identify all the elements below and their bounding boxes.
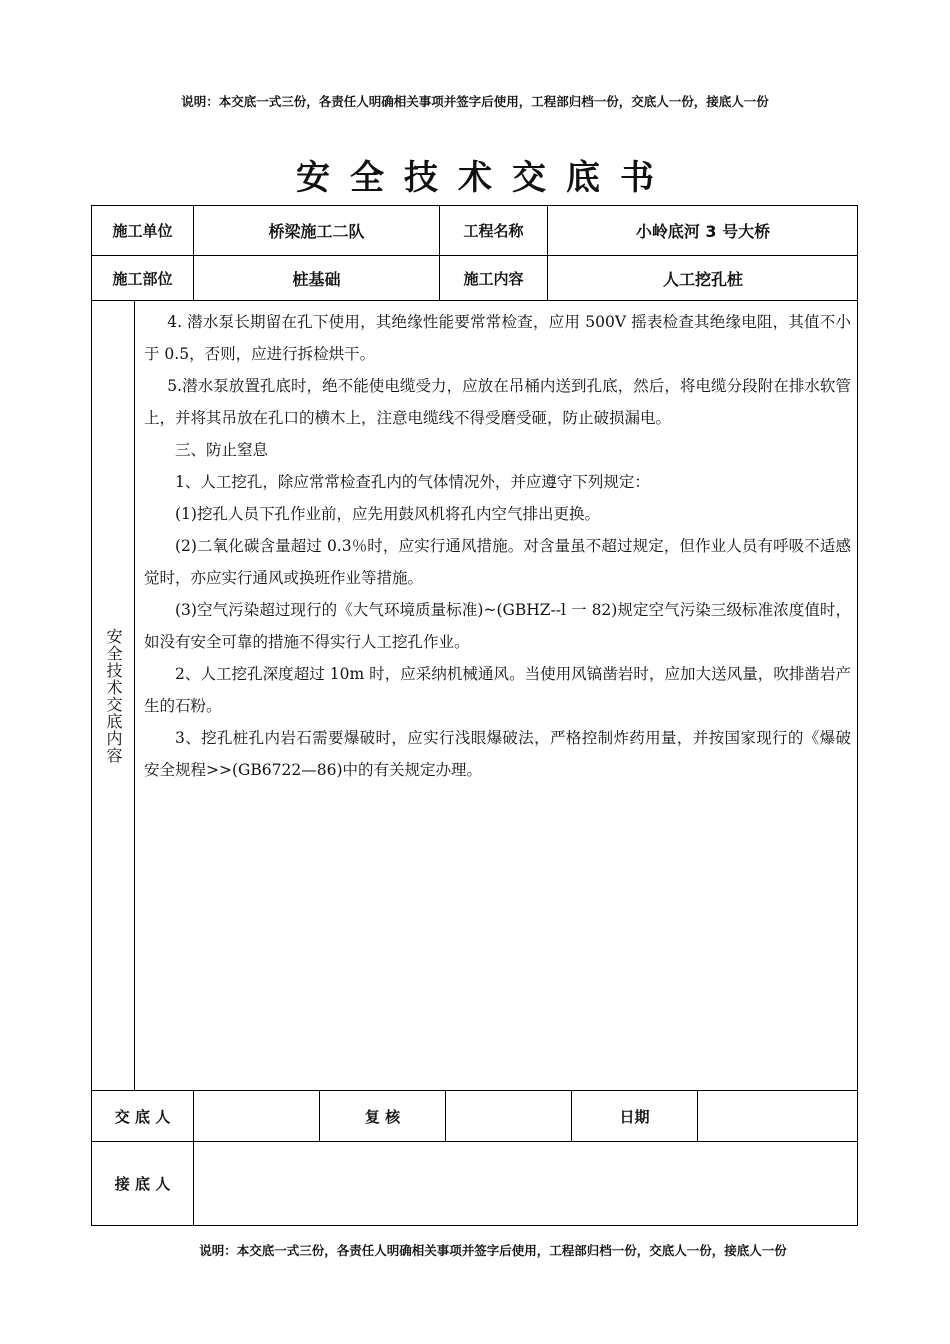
date-field[interactable]	[698, 1091, 857, 1141]
paragraph: 2、人工挖孔深度超过 10m 时，应采纳机械通风。当使用风镐凿岩时，应加大送风量，吹排凿岩产生的石粉。	[144, 665, 851, 715]
content-value: 人工挖孔桩	[662, 269, 743, 289]
disclosure-table	[91, 205, 858, 1226]
discloser-signature[interactable]	[194, 1091, 319, 1141]
bottom-note: 说明：本交底一式三份，各责任人明确相关事项并签字后使用，工程部归档一份，交底人一份，接底人一份	[199, 1243, 787, 1258]
disclosure-content	[144, 306, 851, 786]
receiver-label: 接 底 人	[114, 1175, 171, 1193]
review-label: 复 核	[364, 1107, 401, 1126]
paragraph: (1)挖孔人员下孔作业前，应先用鼓风机将孔内空气排出更换。	[175, 505, 600, 523]
paragraph: 1、人工挖孔，除应常常检查孔内的气体情况外，并应遵守下列规定：	[175, 473, 650, 491]
unit-label: 施工单位	[112, 222, 173, 240]
document-title: 安全技术交底书	[296, 158, 674, 198]
paragraph: (2)二氧化碳含量超过 0.3％时，应实行通风措施。对含量虽不超过规定，但作业人员有呼吸不适感觉时，亦应实行通风或换班作业等措施。	[144, 537, 851, 587]
content-label: 施工内容	[463, 269, 524, 288]
project-value: 小岭底河 3 号大桥	[635, 222, 771, 241]
paragraph: (3)空气污染超过现行的《大气环境质量标准)~(GBHZ--l 一 82)规定空气污染三级标准浓度值时，如没有安全可靠的措施不得实行人工挖孔作业。	[144, 601, 851, 651]
paragraph: 5.潜水泵放置孔底时，绝不能使电缆受力，应放在吊桶内送到孔底，然后，将电缆分段附在排水软管上，并将其吊放在孔口的横木上，注意电缆线不得受磨受砸，防止破损漏电。	[144, 377, 851, 427]
discloser-label: 交 底 人	[114, 1107, 171, 1126]
receiver-signature[interactable]	[194, 1142, 857, 1225]
part-label: 施工部位	[112, 269, 173, 288]
unit-value: 桥梁施工二队	[268, 222, 365, 241]
section-heading: 三、防止窒息	[175, 441, 269, 459]
part-value: 桩基础	[292, 269, 341, 289]
top-note: 说明：本交底一式三份，各责任人明确相关事项并签字后使用，工程部归档一份，交底人一份，接底人一份	[181, 94, 769, 109]
side-label: 安全技术交底内容	[104, 628, 123, 764]
paragraph: 4. 潜水泵长期留在孔下使用，其绝缘性能要常常检查，应用 500V 摇表检查其绝缘电阻，其值不小于 0.5，否则，应进行拆检烘干。	[144, 313, 851, 363]
project-label: 工程名称	[463, 222, 524, 240]
review-signature[interactable]	[446, 1091, 571, 1141]
date-label: 日期	[619, 1107, 650, 1126]
paragraph: 3、挖孔桩孔内岩石需要爆破时，应实行浅眼爆破法，严格控制炸药用量，并按国家现行的《爆破安全规程>>(GB6722—86)中的有关规定办理。	[144, 729, 851, 779]
